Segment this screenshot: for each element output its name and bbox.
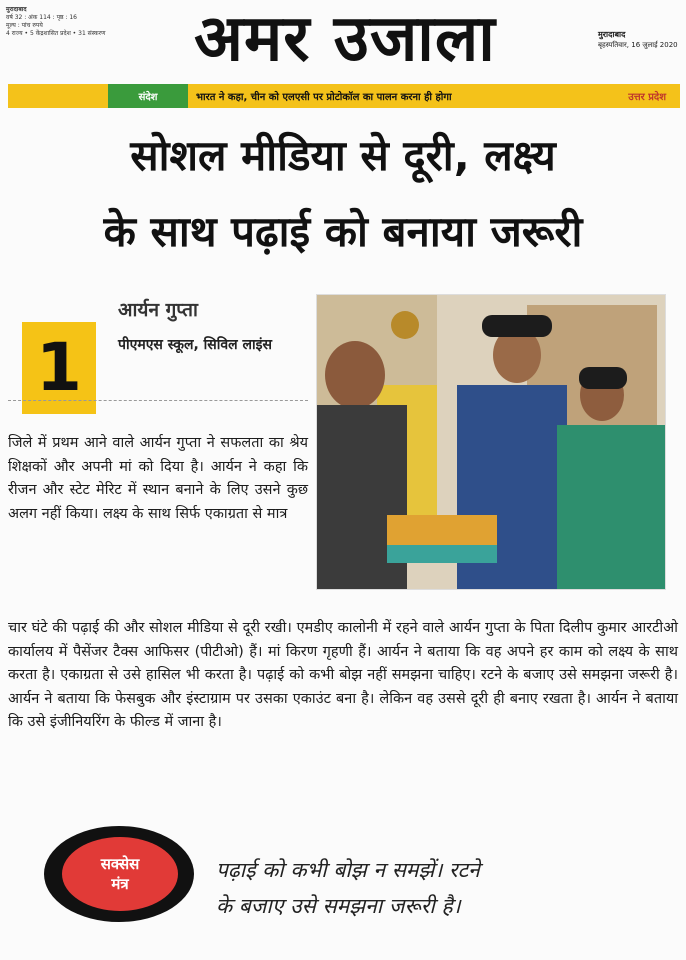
article-body-intro: जिले में प्रथम आने वाले आर्यन गुप्ता ने सफलता का श्रेय शिक्षकों और अपनी मां को दिया है। आर्यन ने कहा कि रीजन और स्टेट मेरिट में स्थान बनाने के लिए उसने कुछ अलग नहीं किया। लक्ष्य के साथ सिर्फ एकाग्रता से मात्र [8, 435, 308, 522]
newspaper-masthead: अमर उजाला [194, 2, 496, 76]
reach-info: 4 राज्य • 5 केंद्रशासित प्रदेश • 31 संस्करण [6, 30, 106, 37]
success-badge [62, 837, 178, 911]
ticker-news: भारत ने कहा, चीन को एलएसी पर प्रोटोकॉल का पालन करना ही होगा [196, 92, 452, 103]
ticker-tag: संदेश [108, 84, 188, 108]
ticker-state: उत्तर प्रदेश [628, 92, 666, 103]
edition-date: बृहस्पतिवार, 16 जुलाई 2020 [598, 41, 678, 49]
mantra-line-2: के बजाए उसे समझना जरूरी है। [216, 894, 461, 918]
news-ticker [8, 84, 680, 108]
student-name: आर्यन गुप्ता [118, 299, 198, 321]
headline-line-1: सोशल मीडिया से दूरी, लक्ष्य [130, 131, 556, 180]
mantra-line-1: पढ़ाई को कभी बोझ न समझें। रटने [216, 858, 480, 882]
rank-badge: 1 [22, 322, 96, 414]
edition-city: मुरादाबाद [598, 30, 626, 39]
badge-line-2: मंत्र [111, 875, 129, 893]
article-headline [8, 118, 678, 270]
headline-line-2: के साथ पढ़ाई को बनाया जरूरी [103, 207, 583, 256]
edition-meta [6, 6, 116, 38]
edition-city-small: मुरादाबाद [6, 6, 27, 13]
edition-dateline [598, 30, 678, 50]
price-info: मूल्य : पांच रुपये [6, 22, 43, 29]
volume-info: वर्ष 32 : अंक 114 : पृष्ठ : 16 [6, 14, 77, 21]
badge-line-1: सक्सेस [100, 855, 140, 873]
byline-divider [8, 400, 308, 401]
article-photo [316, 294, 666, 590]
article-body-main: चार घंटे की पढ़ाई की और सोशल मीडिया से दूरी रखी। एमडीए कालोनी में रहने वाले आर्यन गुप्ता के पिता दिलीप कुमार आरटीओ कार्यालय में पैसेंजर टैक्स आफिसर (पीटीओ) हैं। मां किरण गृहणी हैं। आर्यन ने बताया कि वह अपने हर काम को लक्ष्य के साथ करता है। एकाग्रता से उसे हासिल भी करता है। पढ़ाई को कभी बोझ नहीं समझना चाहिए। रटने के बजाए उसे समझना जरूरी है। आर्यन ने बताया कि फेसबुक और इंस्टाग्राम पर उसका एकाउंट बना है। लेकिन वह उससे दूरी ही बनाए रखता है। आर्यन ने बताया कि उसे इंजीनियरिंग के फील्ड में जाना है। [8, 620, 678, 730]
success-mantra [216, 852, 656, 924]
student-school: पीएमएस स्कूल, सिविल लाइंस [118, 337, 272, 353]
family-celebration-photo [317, 295, 665, 589]
